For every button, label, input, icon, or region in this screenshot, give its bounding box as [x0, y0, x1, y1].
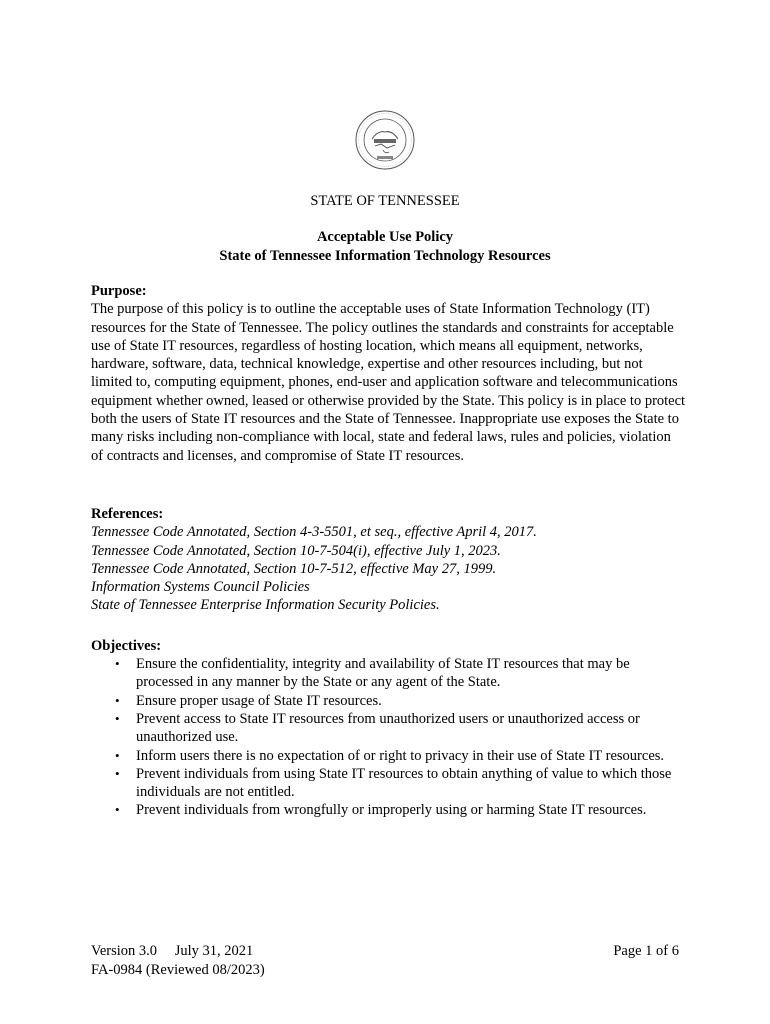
- bullet-icon: •: [115, 656, 120, 672]
- bullet-icon: •: [115, 692, 120, 708]
- objective-text: Inform users there is no expectation of or right to privacy in their use of State IT resources.: [136, 747, 665, 764]
- reference-item: Tennessee Code Annotated, Section 10-7-512, effective May 27, 1999.: [91, 560, 497, 577]
- references-section: [91, 505, 686, 615]
- page-footer: [91, 942, 679, 980]
- objective-text: Prevent individuals from using State IT resources to obtain anything of value to which those individuals are not entitled.: [136, 765, 672, 801]
- reference-item: Tennessee Code Annotated, Section 4-3-5501, et seq., effective April 4, 2017.: [91, 524, 537, 541]
- bullet-icon: •: [115, 802, 120, 818]
- form-number: FA-0984 (Reviewed 08/2023): [91, 962, 265, 978]
- references-heading: References:: [91, 505, 164, 522]
- objective-text: Prevent individuals from wrongfully or improperly using or harming State IT resources.: [136, 802, 647, 819]
- objective-text: Prevent access to State IT resources from unauthorized users or unauthorized access or unauthorized use.: [136, 710, 640, 746]
- bullet-icon: •: [115, 747, 120, 763]
- list-item: [91, 655, 686, 692]
- purpose-text: The purpose of this policy is to outline the acceptable uses of State Information Technology (IT) resources for the State of Tennessee. The policy outlines the standards and constraints for acceptable use of State IT resources, regardless of hosting location, which means all equipment, networks, hardware, software, data, technical knowledge, expertise and other resources including, but not limited to, computing equipment, phones, end-user and application software and telecommunications equipment whether owned, leased or otherwise provided by the State. This policy is in place to protect both the users of State IT resources and the State of Tennessee. Inappropriate use exposes the State to many risks including non-compliance with local, state and federal laws, rules and policies, violation of contracts and licenses, and compromise of State IT resources.: [91, 301, 686, 464]
- reference-item: Tennessee Code Annotated, Section 10-7-504(i), effective July 1, 2023.: [91, 542, 501, 559]
- document-title: Acceptable Use Policy: [316, 229, 454, 245]
- objectives-heading: Objectives:: [91, 637, 162, 654]
- objectives-list: [91, 655, 686, 820]
- list-item: [91, 801, 686, 819]
- bullet-icon: •: [115, 710, 120, 726]
- bullet-icon: •: [115, 765, 120, 781]
- list-item: [91, 765, 686, 802]
- objectives-section: [91, 637, 686, 820]
- objective-text: Ensure proper usage of State IT resources.: [136, 692, 382, 709]
- objective-text: Ensure the confidentiality, integrity and availability of State IT resources that may be processed in any manner by the State or any agent of the State.: [136, 656, 630, 691]
- list-item: [91, 747, 686, 765]
- reference-item: Information Systems Council Policies: [91, 579, 310, 596]
- version-date: July 31, 2021: [174, 943, 254, 959]
- document-title-block: [0, 228, 770, 266]
- purpose-heading: Purpose:: [91, 283, 147, 299]
- document-subtitle: State of Tennessee Information Technology Resources: [219, 248, 551, 264]
- reference-item: State of Tennessee Enterprise Information Security Policies.: [91, 597, 440, 614]
- tennessee-state-seal-icon: [355, 110, 415, 170]
- version-label: Version 3.0: [91, 943, 158, 959]
- document-body: [91, 282, 686, 820]
- page-number: Page 1 of 6: [613, 943, 679, 959]
- state-name: STATE OF TENNESSEE: [310, 193, 460, 209]
- list-item: [91, 710, 686, 747]
- list-item: [91, 692, 686, 710]
